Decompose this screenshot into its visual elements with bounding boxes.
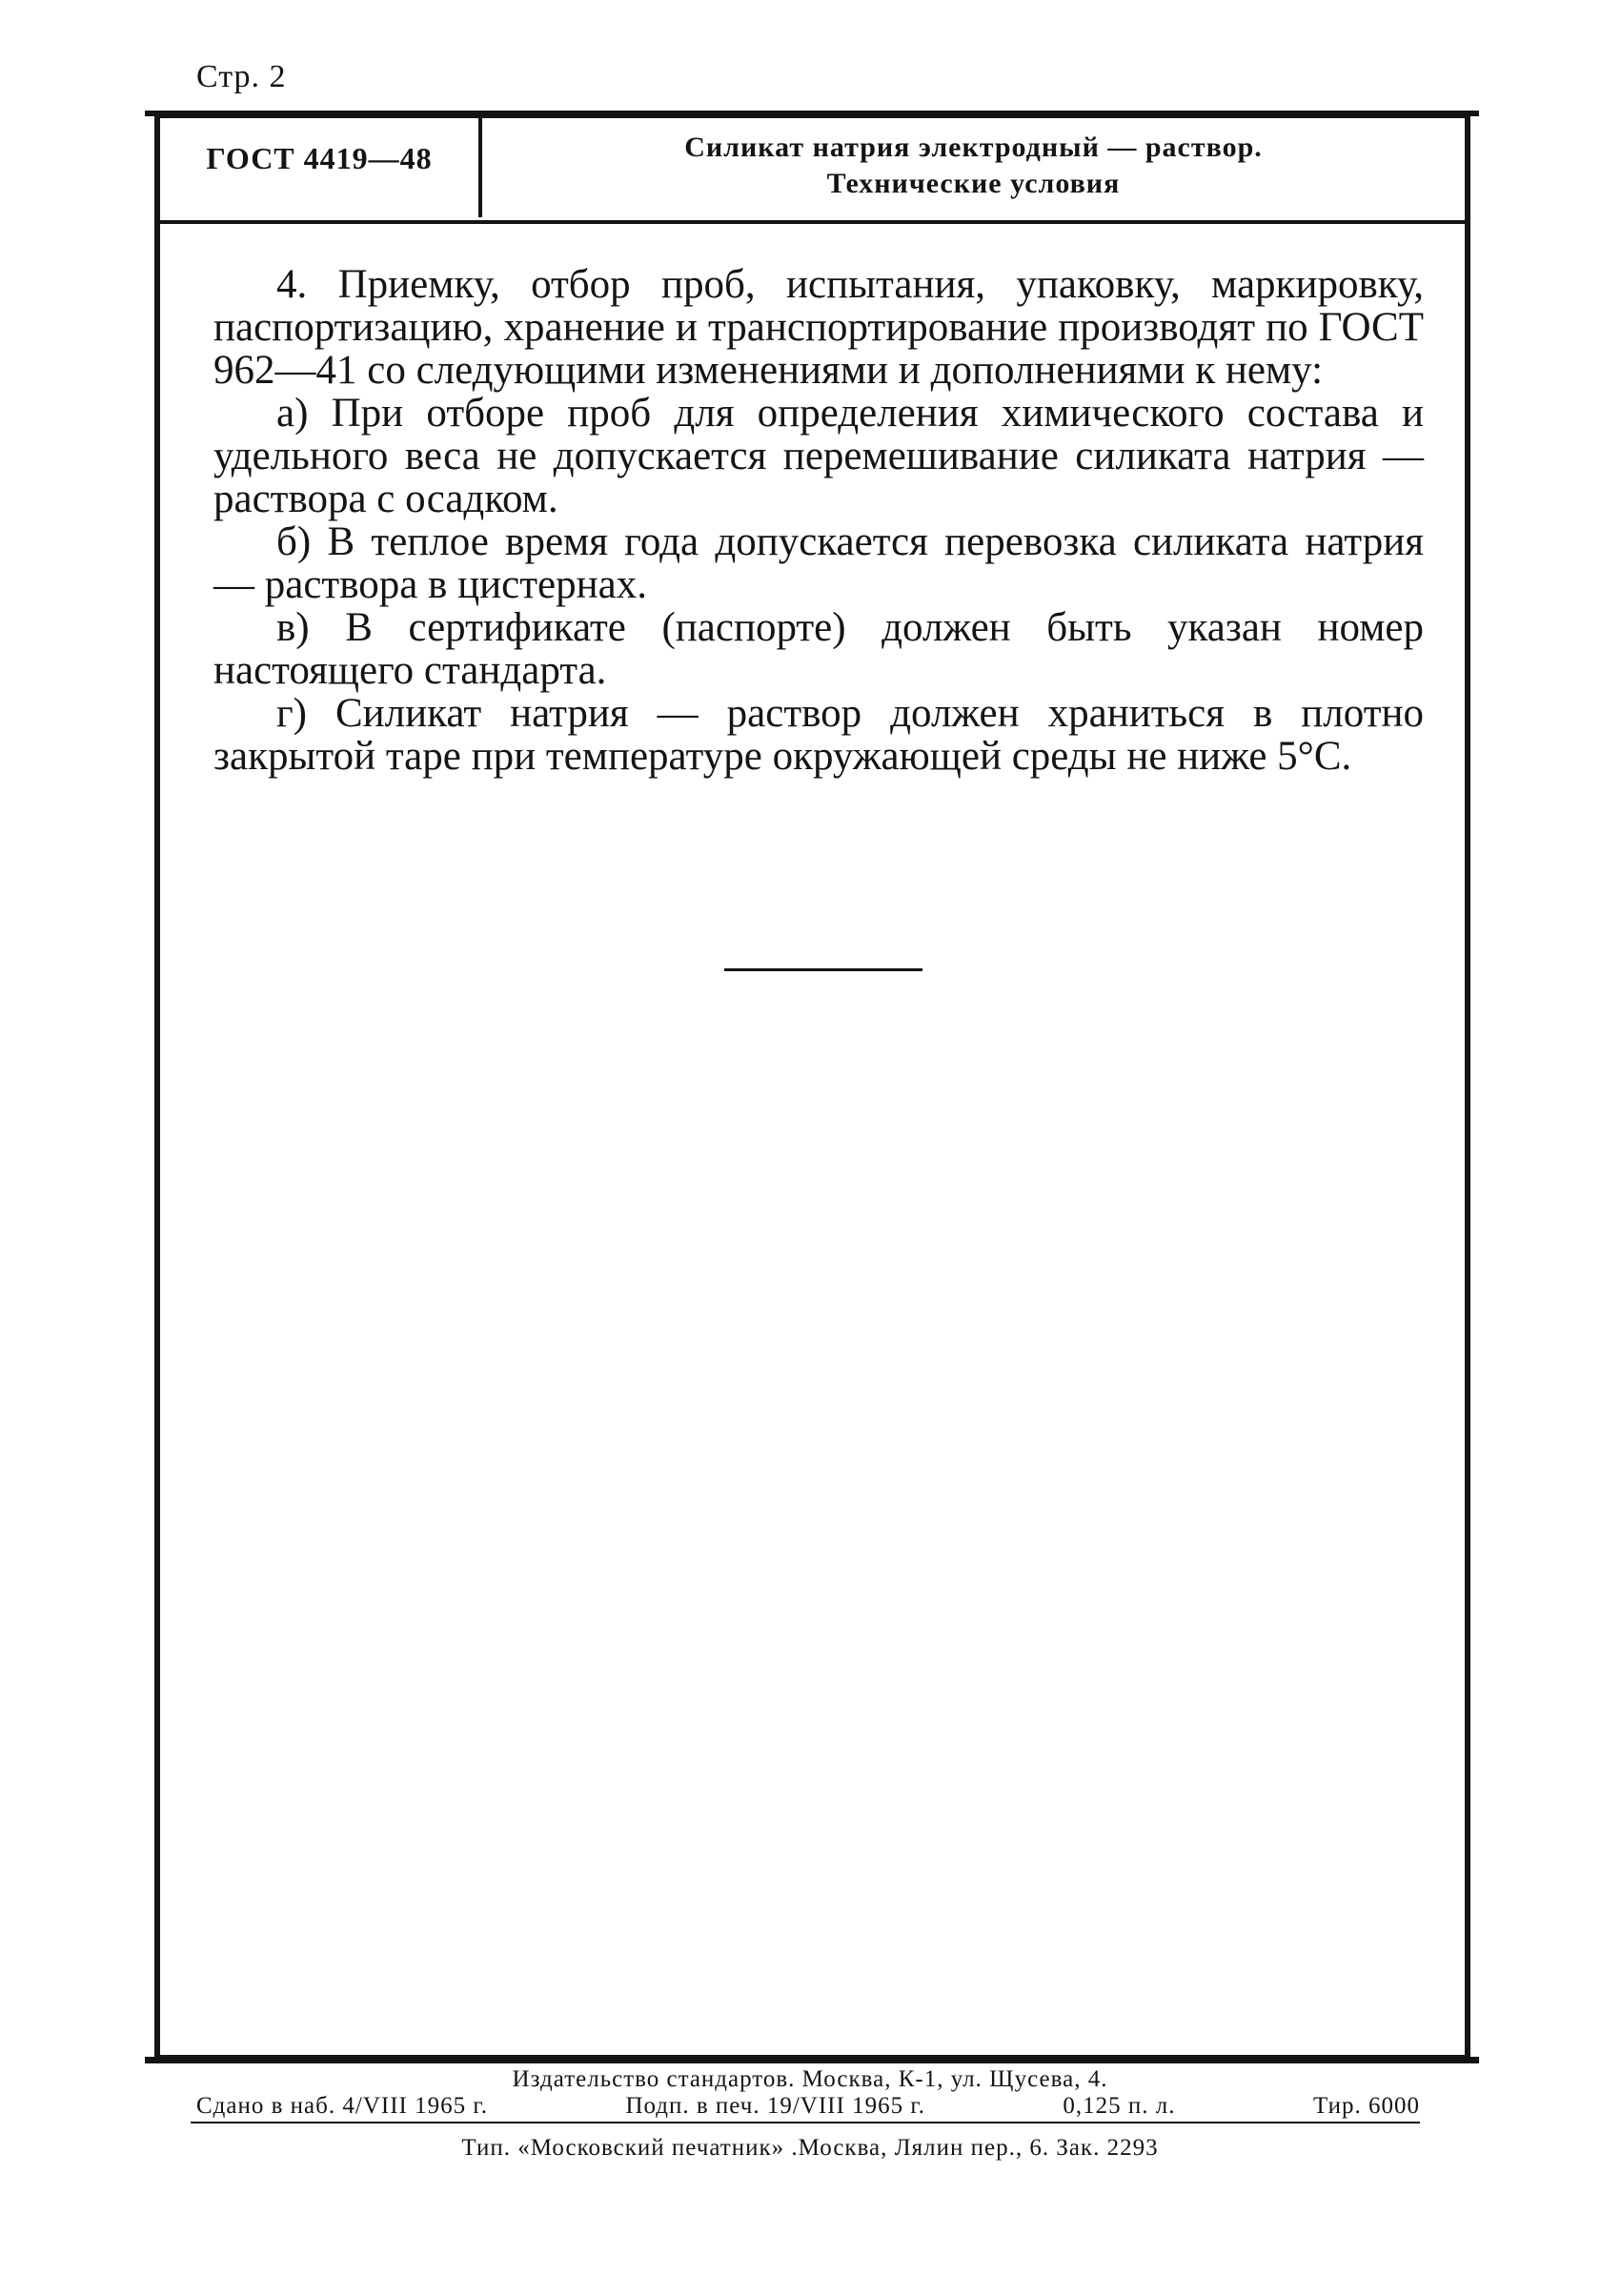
paragraph-4: 4. Приемку, отбор проб, испытания, упаковку, маркировку, паспортизацию, хранение и транспортирование производят по ГОСТ 962—41 со следующими изменениями и дополнениями к нему:: [213, 262, 1424, 393]
end-separator: [724, 968, 922, 971]
paragraph-g: г) Силикат натрия — раствор должен храниться в плотно закрытой таре при температуре окружающей среды не ниже 5°С.: [213, 691, 1424, 779]
document-title-line2: Технические условия: [826, 168, 1121, 199]
document-title: [482, 130, 1465, 202]
header-rule: [160, 220, 1465, 224]
imprint-run: Тир. 6000: [1312, 2093, 1420, 2119]
paragraph-a: а) При отборе проб для определения химического состава и удельного веса не допускается перемешивание силиката натрия — раствора с осадком.: [213, 391, 1424, 521]
frame-bottom-rule: [145, 2057, 1479, 2063]
imprint-typeset: Сдано в наб. 4/VIII 1965 г.: [196, 2093, 489, 2119]
imprint-sheets: 0,125 п. л.: [1063, 2093, 1176, 2119]
document-title-line1: Силикат натрия электродный — раствор.: [684, 132, 1263, 163]
imprint-print-details: [191, 2093, 1420, 2123]
page-number: Стр. 2: [196, 59, 287, 94]
body-text: [213, 263, 1424, 778]
imprint-publisher: Издательство стандартов. Москва, К-1, ул. Щусева, 4.: [512, 2066, 1108, 2092]
gost-code: ГОСТ 4419—48: [206, 141, 433, 175]
imprint-signed: Подп. в печ. 19/VIII 1965 г.: [625, 2093, 926, 2119]
imprint-printer: Тип. «Московский печатник» .Москва, Лялин пер., 6. Зак. 2293: [461, 2135, 1159, 2161]
paragraph-b: б) В теплое время года допускается перевозка силиката натрия — раствора в цистернах.: [213, 519, 1424, 607]
paragraph-v: в) В сертификате (паспорте) должен быть указан номер настоящего стандарта.: [213, 605, 1424, 693]
